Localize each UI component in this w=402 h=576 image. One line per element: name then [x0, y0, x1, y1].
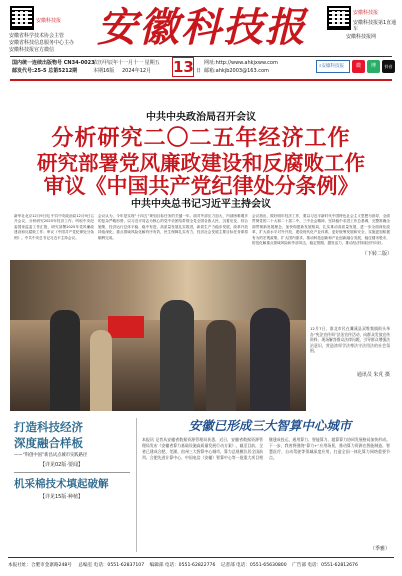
sidebar-kicker: ——“科创中国”新昌试点城市实践路径	[14, 453, 88, 458]
search-label: 安徽科技报	[321, 64, 345, 69]
masthead	[0, 0, 402, 84]
right-qr-code	[327, 6, 351, 30]
lead-subhead: 中共中央总书记习近平主持会议	[131, 199, 271, 210]
footer-dist: 电话：0551-65630800	[236, 563, 287, 568]
lead-body-col-3: 会议指出，做好明年经济工作，要以习近平新时代中国特色社会主义思想为指导，全面贯彻党的二十大和二十届二中、三中全会精神，坚持稳中求进工作总基调，完整准确全面贯彻新发展理念，加快构建新发展格局，扎实推动高质量发展，进一步全面深化改革，扩大高水平对外开放，建设现代化产业体系，更好统筹发展和安全，实施更加积极有为的宏观政策，扩大国内需求，推动科技创新和产业创新融合发展，稳住楼市股市，防范化解重点领域风险和外部冲击，稳定预期、激发活力，推动经济持续回升向好。	[252, 214, 390, 246]
post-code: 邮发代号:25-5 总第5212期	[12, 68, 78, 74]
badge-weibo[interactable]: 微	[352, 60, 365, 73]
footer-office-label: 总编室	[78, 563, 93, 568]
info-rule-top	[10, 56, 392, 57]
issn: 国内统一连续出版物号 CN34-0023	[12, 60, 95, 66]
sidebar-headline-2: 深度融合样板	[14, 436, 83, 450]
left-sub-1: 安徽省科学技术协会主管	[9, 33, 65, 39]
photo-caption: 12月7日，淮北市民在濉溪县双堆集镇街头举办“宪法宣传周”法治宣传活动，向群众发放宣传资料、现场解答群众法律问题，引导群众增强法治意识，营造浓厚学法尊法守法用法的社会氛围。	[310, 326, 390, 354]
footer-ad-label: 广告部	[292, 563, 306, 568]
right-sub: 安徽科技报第1直通车	[353, 20, 397, 32]
second-headline: 安徽已形成三大智算中心城市	[188, 418, 352, 433]
day-unit: 日	[196, 68, 202, 74]
lead-continued: （下转二版）	[361, 251, 392, 257]
pages: 本期16版	[93, 68, 115, 74]
website: 网址:http://www.ahkjxww.com	[204, 60, 278, 66]
photo-banner	[108, 316, 144, 338]
footer-news-label: 编辑部	[149, 563, 164, 568]
footer-ad: 电话：0551-62812676	[307, 563, 358, 568]
search-box[interactable]	[316, 60, 350, 73]
day-number: 13	[173, 58, 194, 76]
lead-headline-2: 研究部署党风廉政建设和反腐败工作	[37, 151, 365, 175]
footer-news: 电话：0551-62822776	[164, 563, 216, 568]
sidebar-ref-1[interactable]: 【详见02版·要闻】	[40, 462, 83, 468]
lead-kicker: 中共中央政治局召开会议	[146, 112, 256, 123]
footer-rule	[8, 557, 394, 558]
info-rule-bottom	[10, 79, 392, 81]
photo-figure-4	[250, 308, 290, 411]
lead-photo	[10, 260, 306, 411]
badge-wechat[interactable]: 博	[367, 60, 380, 73]
day-box	[172, 57, 194, 77]
left-sub-2: 安徽省科技信息服务中心主办	[9, 40, 75, 46]
footer	[8, 560, 396, 572]
photo-figure-3	[206, 320, 236, 411]
badge-douyin[interactable]: 抖音	[382, 60, 395, 73]
photo-figure-1	[50, 310, 80, 411]
left-caption: 安徽科技报	[36, 18, 62, 24]
left-qr-code	[10, 6, 34, 30]
sidebar-headline-3: 机采棉技术填起破解	[14, 478, 109, 490]
search-icon: ⌕	[319, 64, 322, 69]
lead-headline-3: 审议《中国共产党纪律处分条例》	[43, 174, 359, 198]
sidebar-divider	[14, 472, 130, 473]
photo-figure-2	[160, 300, 194, 411]
sidebar-ref-2[interactable]: 【详见15版·种植】	[40, 494, 83, 500]
lead-headline-1: 分析研究二〇二五年经济工作	[51, 126, 351, 151]
photo-credit: 通讯员 朱芃 摄	[356, 372, 390, 378]
footer-address: 本报社址：合肥市金寨路248号	[8, 563, 72, 568]
sidebar-headline-1: 打造科技经济	[14, 420, 83, 434]
sidebar-column-rule	[136, 418, 137, 552]
lunar-date: 农历甲辰年十一月十一 星期五	[93, 60, 160, 66]
second-author: （季雅）	[369, 546, 390, 552]
masthead-title: 安徽科技报	[97, 4, 307, 51]
right-caption: 安徽科技报	[353, 10, 379, 16]
lead-body-col-2: 会议认为，今年是实现“十四五”规划目标任务的关键一年。面对外部压力加大、内部困难增多的复杂严峻形势，以习近平同志为核心的党中央团结带领全党全国各族人民，沉着应变、综合施策，经济运行总体平稳、稳中有进，高质量发展扎实推进，新质生产力稳步发展，改革开放持续深化，重点领域风险化解有序有效，民生保障扎实有力，经济社会发展主要目标任务即将顺利完成。	[98, 214, 248, 240]
second-body: 本报讯 记者从安徽省数据资源管理局获悉，近日，安徽省数据资源管理局发布《安徽省算力基础设施高质量发展行动方案》。截至目前，全省已建成合肥、芜湖、宿州三大智算中心城市，算力总规模位居全国前列。合肥先进计算中心、中国电信（安徽）智算中心等一批重大项目相继建成投运，通用算力、智能算力、超算算力协同发展格局加快形成。下一步，我省将围绕“算力+”应用场景，推动算力资源在智能制造、智慧医疗、自动驾驶等领域深度应用，打造全国一体化算力网络重要节点。	[142, 437, 390, 460]
lead-body-col-1: 新华社北京12月9日电 中共中央政治局12月9日召开会议，分析研究2025年经济工作；听取中央纪委国家监委工作汇报，研究部署2025年党风廉政建设和反腐败工作；审议《中国共产党纪律处分条例》。中共中央总书记习近平主持会议。	[14, 214, 94, 240]
footer-dist-label: 记者部	[220, 563, 235, 568]
email: 邮箱:ahkjb2003@163.com	[204, 68, 269, 74]
date: 2024年12月	[122, 68, 152, 74]
app-label: 安徽科技报网	[345, 34, 376, 40]
left-wechat-label: 安徽科技报官方微信	[9, 47, 55, 53]
photo-figure-5	[90, 330, 112, 411]
footer-office: 电话：0551-62837107	[93, 563, 145, 568]
